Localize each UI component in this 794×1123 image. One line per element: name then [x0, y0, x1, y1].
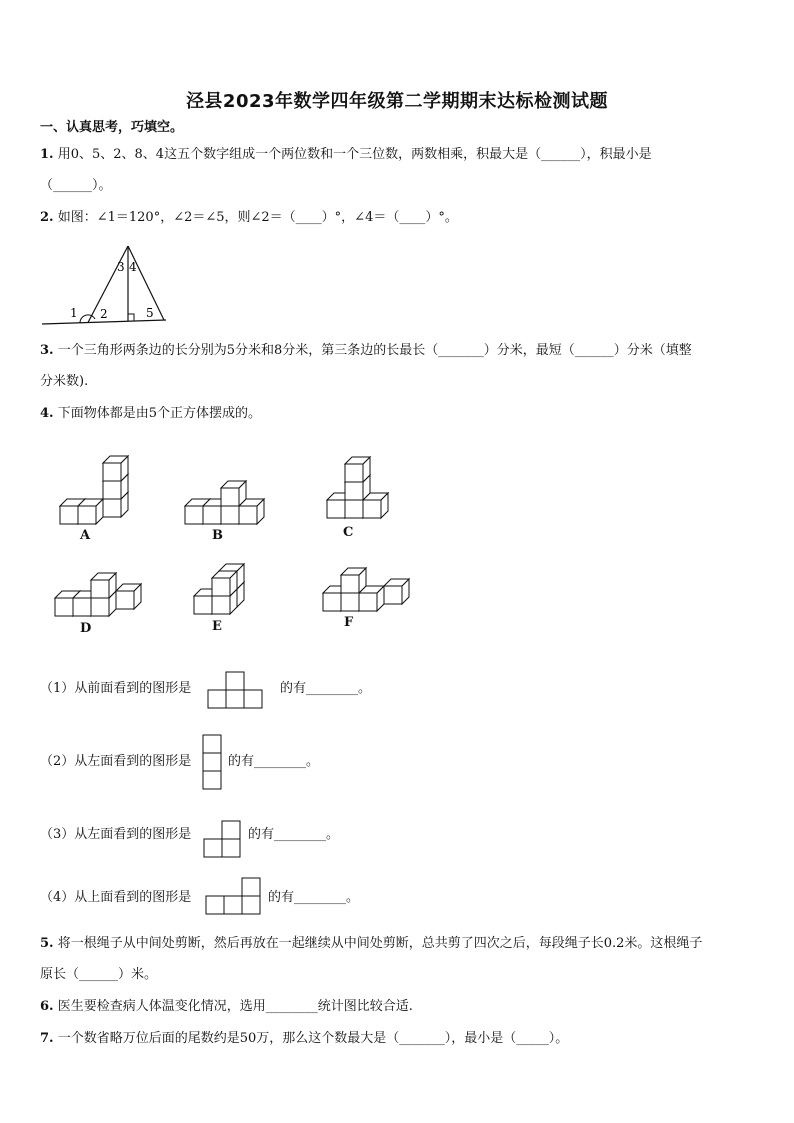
- angle-arc: [80, 315, 95, 323]
- question-text: 将一根绳子从中间处剪断，然后再放在一起继续从中间处剪断，总共剪了四次之后，每段绳子长0.2米。这根绳子: [57, 936, 703, 951]
- question-number: 6.: [40, 999, 54, 1014]
- question-text: 用0、5、2、8、4这五个数字组成一个两位数和一个三位数，两数相乘，积最大是（______），积最小是: [57, 147, 652, 162]
- shape-label-d: D: [80, 621, 92, 636]
- left-side: [88, 246, 128, 323]
- cube-figures: [0, 450, 794, 650]
- question-3: [40, 342, 692, 360]
- question-text: 下面物体都是由5个正方体摆成的。: [57, 406, 261, 421]
- question-text: 医生要检查病人体温变化情况，选用________统计图比较合适.: [57, 999, 413, 1014]
- angle-label-3: 3: [117, 260, 125, 274]
- question-text: 一个三角形两条边的长分别为5分米和8分米，第三条边的长最长（_______）分米，最短（______）分米（填整: [57, 343, 692, 358]
- left-view-l-grid: [203, 820, 243, 860]
- sub-question-1-answer: 的有________。: [280, 681, 372, 696]
- sub-question-2-answer: 的有________。: [228, 754, 320, 769]
- question-4: [40, 405, 261, 423]
- cube-stack-e-cube-5: [212, 571, 237, 596]
- sub-question-3-answer: 的有________。: [248, 827, 340, 842]
- sub-question-2: （2）从左面看到的图形是: [40, 754, 192, 769]
- shape-label-e: E: [212, 619, 222, 634]
- cube-stack-b-cube-5: [221, 481, 246, 506]
- question-1-continued: （______）。: [40, 178, 112, 193]
- question-2: [40, 209, 458, 227]
- cube-stack-a-cube-3: [103, 456, 128, 481]
- cube-stack-c-cube-5: [345, 457, 370, 482]
- cube-stack-a-cube-5: [78, 499, 103, 524]
- question-number: 3.: [40, 343, 54, 358]
- top-view-grid: [205, 877, 263, 917]
- section-heading: 一、认真思考，巧填空。: [40, 120, 184, 135]
- angle-label-4: 4: [129, 260, 137, 274]
- triangle-angle-figure: [38, 240, 178, 330]
- question-5: [40, 935, 702, 953]
- sub-question-4: （4）从上面看到的图形是: [40, 890, 192, 905]
- right-angle-mark: [128, 314, 134, 321]
- sub-question-3: （3）从左面看到的图形是: [40, 827, 192, 842]
- question-number: 2.: [40, 210, 54, 225]
- left-view-column-grid: [202, 734, 224, 792]
- question-1: [40, 146, 652, 164]
- angle-label-1: 1: [70, 306, 78, 320]
- shape-label-c: C: [343, 525, 354, 540]
- question-6: [40, 998, 413, 1016]
- question-3-continued: 分米数).: [40, 374, 89, 389]
- question-number: 1.: [40, 147, 54, 162]
- page-title: 泾县2023年数学四年级第二学期期末达标检测试题: [185, 91, 609, 112]
- angle-label-2: 2: [100, 307, 108, 321]
- front-view-grid: [207, 670, 263, 710]
- question-text: 一个数省略万位后面的尾数约是50万，那么这个数最大是（_______），最小是（_____）。: [57, 1031, 569, 1046]
- question-number: 7.: [40, 1031, 54, 1046]
- cube-stack-d-cube-1: [116, 584, 141, 609]
- shape-label-a: A: [80, 528, 91, 543]
- angle-label-5: 5: [146, 306, 154, 320]
- question-number: 4.: [40, 406, 54, 421]
- sub-question-4-answer: 的有________。: [268, 890, 360, 905]
- question-5-continued: 原长（______）米。: [40, 967, 158, 982]
- shape-label-f: F: [344, 615, 354, 630]
- cube-stack-f-cube-1: [384, 579, 409, 604]
- question-number: 5.: [40, 936, 54, 951]
- shape-label-b: B: [212, 528, 223, 543]
- cube-stack-f-cube-5: [341, 568, 366, 593]
- sub-question-1: （1）从前面看到的图形是: [40, 681, 192, 696]
- question-text: 如图：∠1＝120°，∠2＝∠5，则∠2＝（____）°，∠4＝（____）°。: [57, 210, 458, 225]
- cube-stack-d-cube-5: [91, 573, 116, 598]
- question-7: [40, 1030, 568, 1048]
